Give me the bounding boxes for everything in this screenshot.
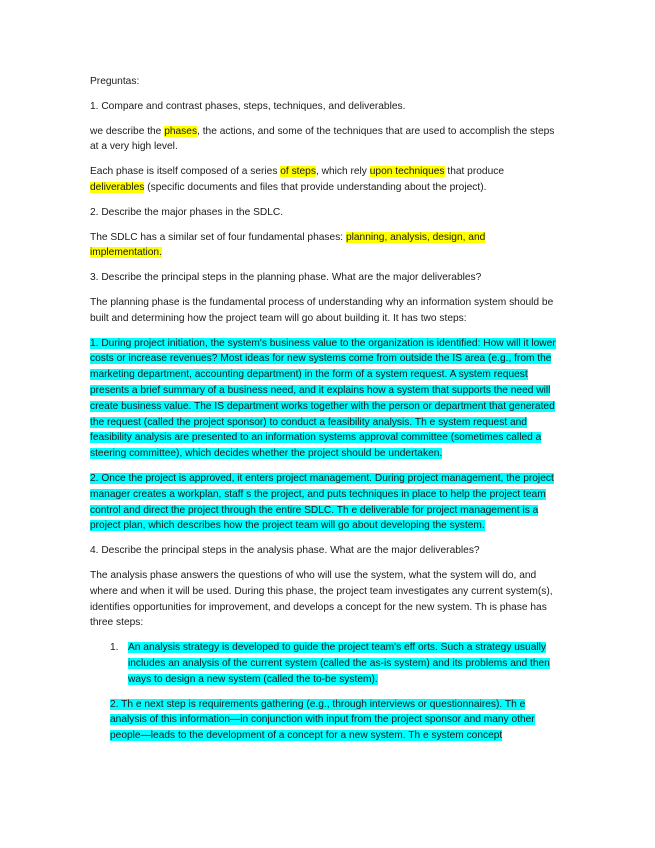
answer-1-paragraph-2 [90, 164, 560, 196]
answer-4-step-1 [110, 640, 560, 687]
text-run: that produce [444, 166, 504, 178]
answer-4-step-2 [110, 697, 560, 744]
highlight-deliverables: deliverables [90, 181, 145, 193]
highlight-of-steps: of steps [280, 166, 316, 178]
text-run: we describe the [90, 125, 165, 137]
highlight-analysis-step-2: 2. Th e next step is requirements gathering (e.g., through interviews or questionnaires). Th e analysis of this information—in conjunction with input from the project sponsor and many other people—leads to the development of a concept for a new system. Th e system concept [110, 698, 535, 742]
answer-2 [90, 230, 560, 262]
answer-3-step-2 [90, 471, 560, 534]
answer-1-paragraph-1 [90, 124, 560, 156]
highlight-phases: phases [164, 125, 198, 137]
list-number: 1. [110, 642, 119, 654]
answer-3-intro: The planning phase is the fundamental process of understanding why an information system should be built and determining how the project team will go about building it. It has two steps: [90, 296, 554, 324]
highlight-step-1: 1. During project initiation, the system's business value to the organization is identified: How will it lower costs or increase revenues? Most ideas for new systems come from outside the IS area (e.g., from the marketing department, accounting department) in the form of a system request. A system request presents a brief summary of a business need, and it explains how a system that supports the need will create business value. The IS department works together with the person or department that generated the request (called the project sponsor) to conduct a feasibility analysis. Th e system request and feasibility analysis are presented to an information systems approval committee (sometimes called a steering committee), which decides whether the project should be undertaken. [90, 337, 556, 460]
question-4: 4. Describe the principal steps in the analysis phase. What are the major deliverables? [90, 545, 480, 557]
document-body [90, 74, 560, 753]
question-1: 1. Compare and contrast phases, steps, techniques, and deliverables. [90, 100, 406, 112]
highlight-phases-list: planning, analysis, design, and implementation. [90, 231, 486, 259]
text-run: The SDLC has a similar set of four fundamental phases: [90, 231, 346, 243]
text-run: (specific documents and files that provide understanding about the project). [144, 181, 487, 193]
answer-3-step-1 [90, 336, 560, 462]
list-text [128, 640, 560, 687]
highlight-step-2: 2. Once the project is approved, it enters project management. During project management, the project manager creates a workplan, staff s the project, and puts techniques in place to help the project team control and direct the project through the entire SDLC. Th e deliverable for project management is a project plan, which describes how the project team will go about developing the system. [90, 472, 554, 532]
answer-4-intro: The analysis phase answers the questions of who will use the system, what the system will do, and where and when it will be used. During this phase, the project team investigates any current system(s), identifies opportunities for improvement, and develops a concept for the new system. Th is phase has three steps: [90, 569, 553, 629]
highlight-upon-techniques: upon techniques [369, 166, 445, 178]
heading: Preguntas: [90, 76, 140, 87]
text-run: , which rely [315, 166, 370, 178]
text-run: Each phase is itself composed of a series [90, 166, 281, 178]
question-3: 3. Describe the principal steps in the planning phase. What are the major deliverables? [90, 272, 482, 284]
question-2: 2. Describe the major phases in the SDLC. [90, 206, 284, 218]
highlight-analysis-step-1: An analysis strategy is developed to guide the project team's eff orts. Such a strategy usually includes an analysis of the current system (called the as-is system) and its problems and then ways to design a new system (called the to-be system). [128, 642, 550, 685]
text-run: , the actions, and some of the techniques that are used to accomplish the steps at a very high level. [90, 125, 555, 153]
